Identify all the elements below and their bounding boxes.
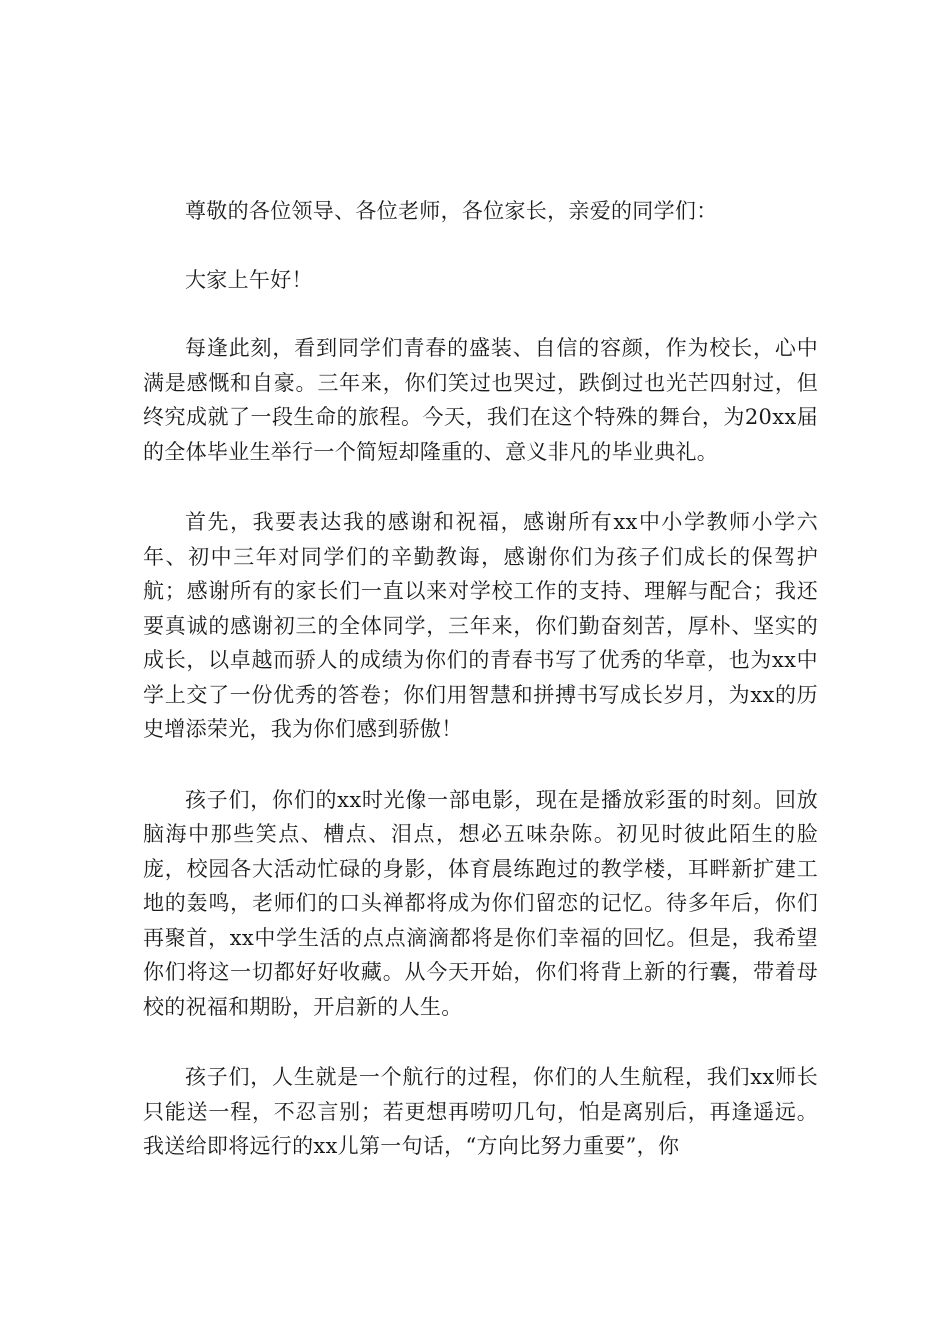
document-body [143,194,818,1164]
paragraph-1: 每逢此刻，看到同学们青春的盛装、自信的容颜，作为校长，心中满是感慨和自豪。三年来，你们笑过也哭过，跌倒过也光芒四射过，但终究成就了一段生命的旅程。今天，我们在这个特殊的舞台，为20xx届的全体毕业生举行一个简短却隆重的、意义非凡的毕业典礼。 [143,336,818,464]
greeting-line: 尊敬的各位领导、各位老师，各位家长，亲爱的同学们： [185,199,718,223]
salutation-line: 大家上午好！ [185,267,313,292]
paragraph-2: 首先，我要表达我的感谢和祝福，感谢所有xx中小学教师小学六年、初中三年对同学们的辛勤教诲，感谢你们为孩子们成长的保驾护航；感谢所有的家长们一直以来对学校工作的支持、理解与配合；我还要真诚的感谢初三的全体同学，三年来，你们勤奋刻苦，厚朴、坚实的成长，以卓越而骄人的成绩为你们的青春书写了优秀的华章，也为xx中学上交了一份优秀的答卷；你们用智慧和拼搏书写成长岁月，为xx的历史增添荣光，我为你们感到骄傲！ [143,510,818,741]
paragraph-3: 孩子们，你们的xx时光像一部电影，现在是播放彩蛋的时刻。回放脑海中那些笑点、槽点、泪点，想必五味杂陈。初见时彼此陌生的脸庞，校园各大活动忙碌的身影，体育晨练跑过的教学楼，耳畔新扩建工地的轰鸣，老师们的口头禅都将成为你们留恋的记忆。待多年后，你们再聚首，xx中学生活的点点滴滴都将是你们幸福的回忆。但是，我希望你们将这一切都好好收藏。从今天开始，你们将背上新的行囊，带着母校的祝福和期盼，开启新的人生。 [143,787,818,1019]
paragraph-4: 孩子们，人生就是一个航行的过程，你们的人生航程，我们xx师长只能送一程，不忍言别；若更想再唠叨几句，怕是离别后，再逢遥远。我送给即将远行的xx儿第一句话，“方向比努力重要”，你 [143,1065,818,1158]
